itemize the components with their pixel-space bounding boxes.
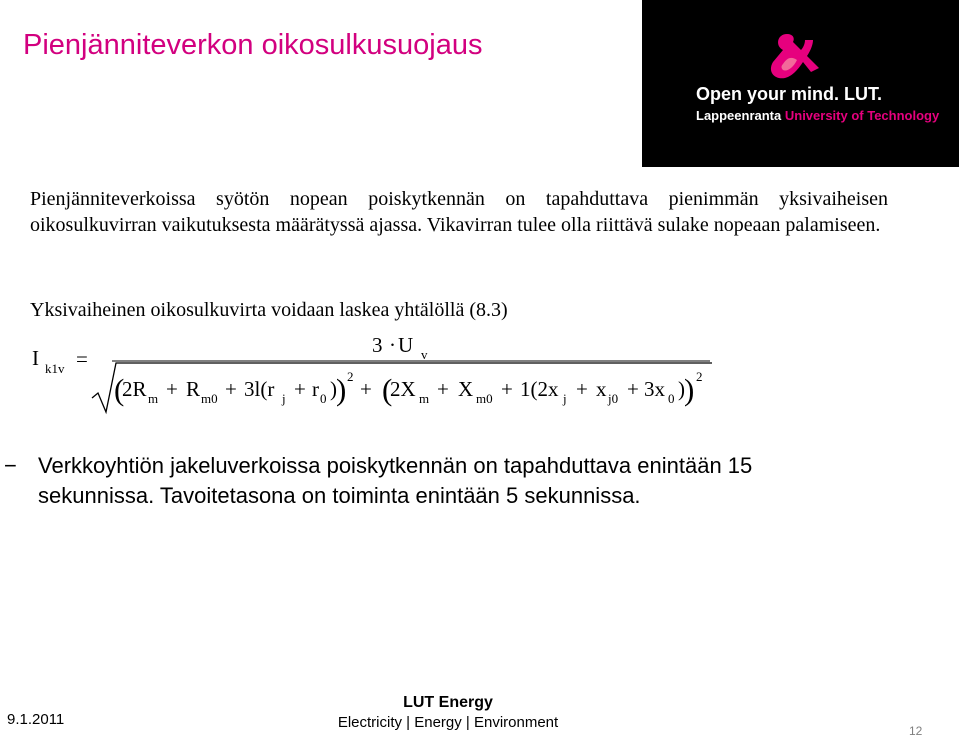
ampersand-logo-icon	[765, 28, 825, 82]
formula-plus-1: +	[166, 377, 178, 401]
logo-university-suffix: University of Technology	[784, 108, 940, 123]
formula-sub-j0: j0	[608, 391, 619, 406]
formula-sub-j-1: j	[282, 391, 286, 406]
formula-3l: 3l(r	[244, 377, 275, 401]
formula-R: R	[186, 377, 201, 401]
footer-brand: LUT Energy	[403, 694, 493, 711]
formula-plus-4: +	[360, 377, 372, 401]
formula-num-var: U	[398, 333, 414, 357]
formula-sub-m0-2: m0	[476, 391, 493, 406]
bullet-text: Verkkoyhtiön jakeluverkoissa poiskytkennän on tapahduttava enintään 15 sekunnissa. Tavoitetasona on toiminta enintään 5 sekunnissa.	[38, 453, 753, 508]
formula-num-coef: 3	[372, 333, 383, 357]
page-number: 12	[909, 724, 923, 738]
bullet-marker: −	[4, 453, 17, 478]
formula-sub-0-2: 0	[668, 391, 675, 406]
logo-tagline: Open your mind. LUT.	[696, 84, 883, 104]
formula-plus-3: +	[294, 377, 306, 401]
formula-1l: 1(2x	[520, 377, 559, 401]
formula-plus-6: +	[501, 377, 513, 401]
formula-2R: 2R	[122, 377, 147, 401]
formula-x: x	[596, 377, 607, 401]
formula-lhs: I	[32, 346, 39, 370]
formula-X: X	[458, 377, 474, 401]
logo-university-prefix: Lappeenranta	[696, 108, 785, 123]
formula-plus-5: +	[437, 377, 449, 401]
formula-2X: 2X	[390, 377, 416, 401]
formula-exp-1: 2	[347, 369, 354, 384]
formula-sub-m0: m0	[201, 391, 218, 406]
formula-close-paren-2: )	[678, 377, 685, 401]
formula-close-big-2: )	[684, 372, 695, 407]
short-circuit-formula	[20, 330, 740, 440]
formula-sub-j-2: j	[563, 391, 567, 406]
formula-open-big-1: (	[114, 372, 125, 407]
formula-lhs-sub: k1v	[45, 361, 65, 376]
intro-paragraph: Pienjänniteverkoissa syötön nopean poiskytkennän on tapahduttava pienimmän yksivaiheisen oikosulkuvirran vaikutuksesta määrätyssä ajassa. Vikavirran tulee olla riittävä sulake nopeaan palamiseen.	[30, 188, 888, 236]
formula-exp-2: 2	[696, 369, 703, 384]
formula-num-dot: ·	[389, 333, 396, 357]
footer-date: 9.1.2011	[7, 711, 65, 728]
formula-sub-m: m	[148, 391, 159, 406]
formula-plus-7: +	[576, 377, 588, 401]
formula-equals: =	[76, 347, 88, 371]
formula-sub-0-1: 0	[320, 391, 327, 406]
formula-intro: Yksivaiheinen oikosulkuvirta voidaan laskea yhtälöllä (8.3)	[30, 299, 508, 321]
formula-plus-8: +	[627, 377, 639, 401]
logo-university	[696, 108, 939, 123]
formula-close-paren-1: )	[330, 377, 337, 401]
formula-open-big-2: (	[382, 372, 393, 407]
formula-plus-2: +	[225, 377, 237, 401]
footer-subtitle: Electricity | Energy | Environment	[337, 714, 559, 731]
formula-sub-m-2: m	[419, 391, 430, 406]
formula-3x: 3x	[644, 377, 665, 401]
slide-title: Pienjänniteverkon oikosulkusuojaus	[23, 29, 483, 61]
lut-logo	[642, 0, 959, 167]
formula-num-sub: v	[421, 347, 428, 362]
formula-r: r	[312, 377, 319, 401]
formula-close-big-1: )	[336, 372, 347, 407]
footer-brand-block	[325, 693, 571, 733]
